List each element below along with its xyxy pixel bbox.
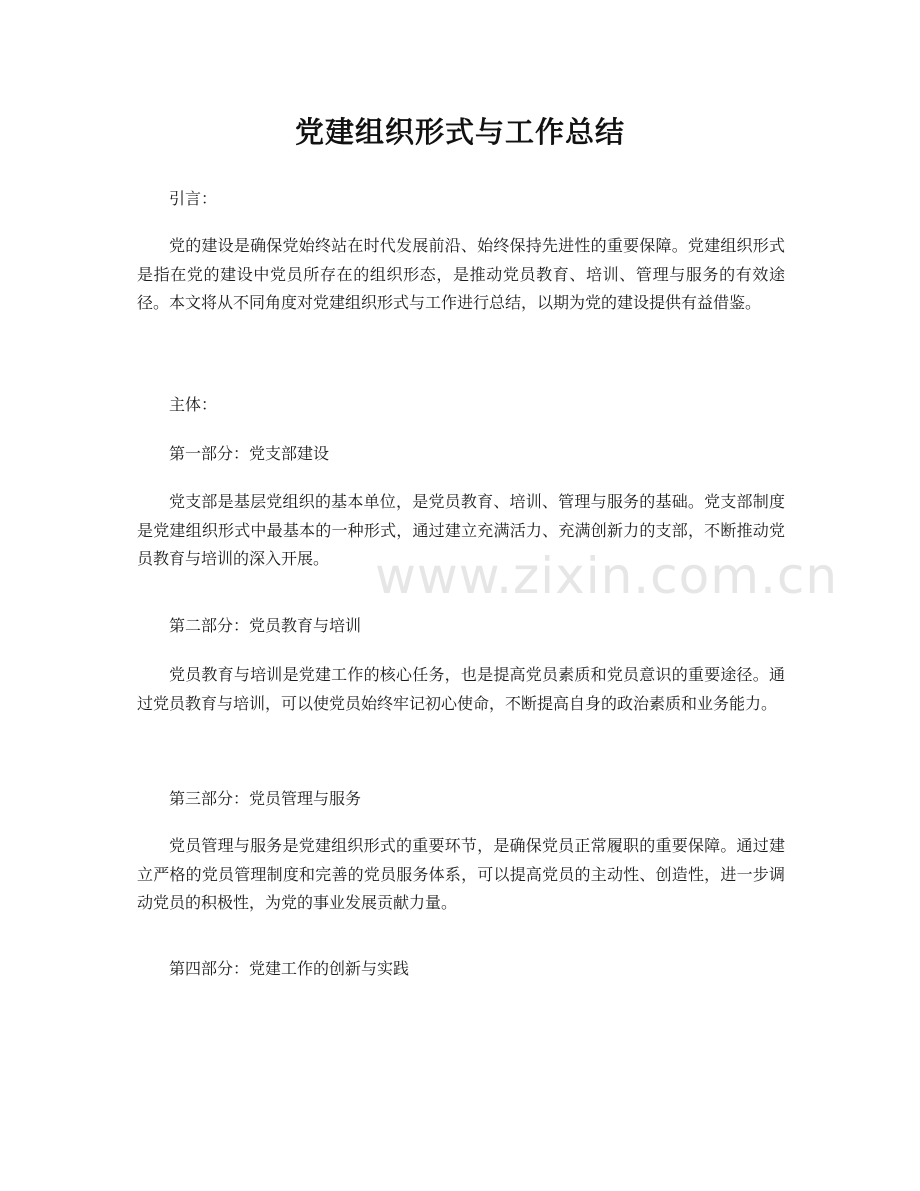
- watermark: www.zixin.com.cn: [375, 547, 839, 605]
- section-3-heading: 第三部分：党员管理与服务: [169, 789, 362, 808]
- section-4-heading: 第四部分：党建工作的创新与实践: [169, 959, 410, 978]
- section-1-heading: 第一部分：党支部建设: [169, 444, 330, 463]
- intro-heading: 引言：: [169, 189, 218, 208]
- section-1-paragraph: 党支部是基层党组织的基本单位，是党员教育、培训、管理与服务的基础。党支部制度是党建组织形式中最基本的一种形式，通过建立充满活力、充满创新力的支部，不断推动党员教育与培训的深入开展。: [137, 492, 785, 568]
- intro-paragraph: 党的建设是确保党始终站在时代发展前沿、始终保持先进性的重要保障。党建组织形式是指在党的建设中党员所存在的组织形态，是推动党员教育、培训、管理与服务的有效途径。本文将从不同角度对党建组织形式与工作进行总结，以期为党的建设提供有益借鉴。: [137, 236, 785, 312]
- section-2-paragraph: 党员教育与培训是党建工作的核心任务，也是提高党员素质和党员意识的重要途径。通过党员教育与培训，可以使党员始终牢记初心使命，不断提高自身的政治素质和业务能力。: [137, 665, 785, 713]
- document-title: 党建组织形式与工作总结: [294, 115, 625, 149]
- body-heading: 主体：: [169, 395, 218, 414]
- section-2-heading: 第二部分：党员教育与培训: [169, 616, 362, 635]
- section-3-paragraph: 党员管理与服务是党建组织形式的重要环节，是确保党员正常履职的重要保障。通过建立严格的党员管理制度和完善的党员服务体系，可以提高党员的主动性、创造性，进一步调动党员的积极性，为党的事业发展贡献力量。: [137, 836, 785, 912]
